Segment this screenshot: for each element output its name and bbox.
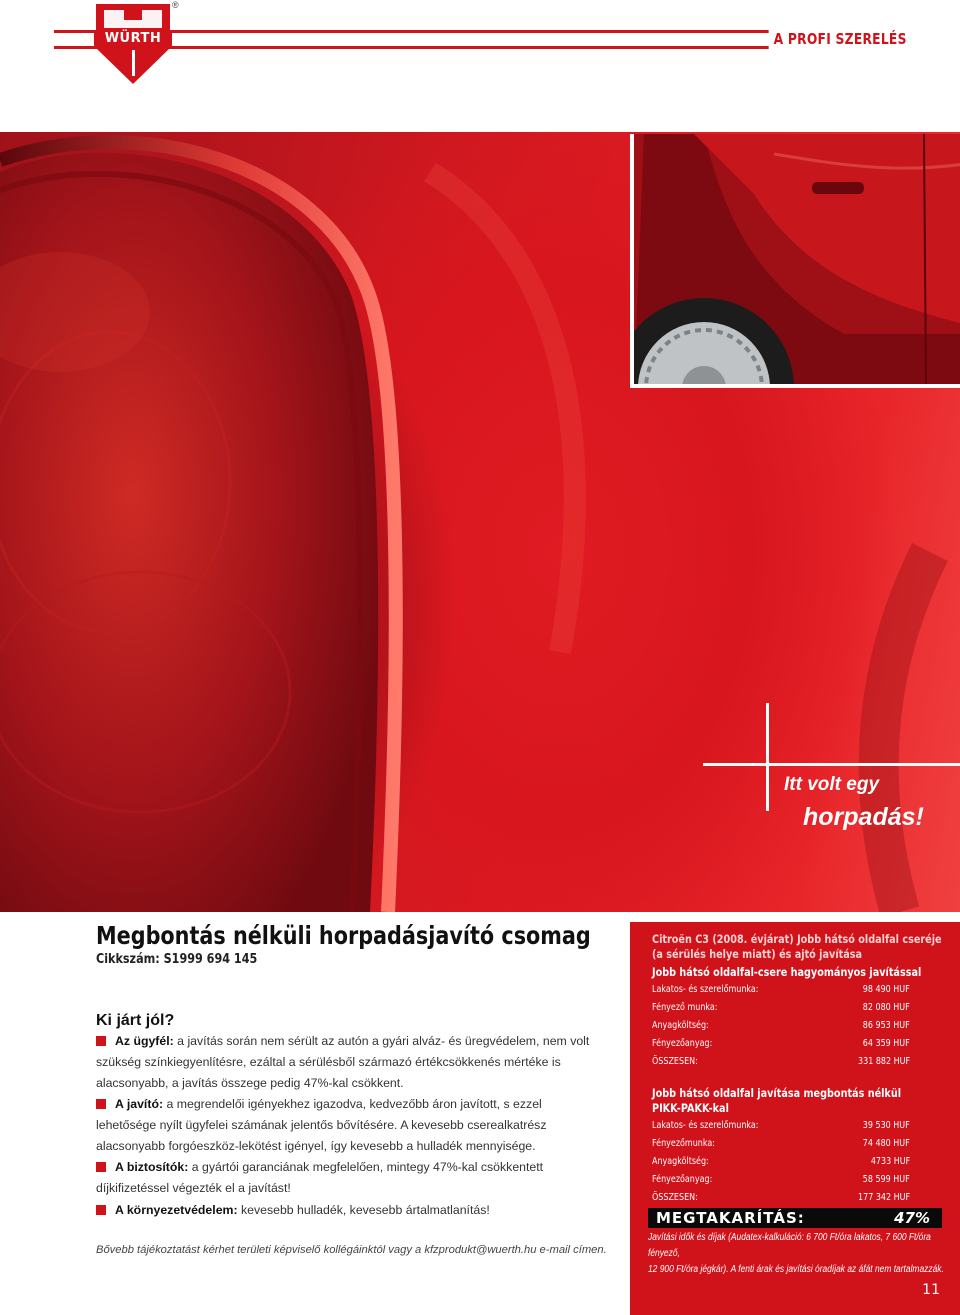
row-value: 64 359 HUF (862, 1038, 910, 1049)
row-value: 98 490 HUF (862, 984, 910, 995)
bullet-lead: Az ügyfél: (115, 1034, 174, 1048)
brand-wordmark: WÜRTH (104, 31, 162, 46)
section2-row (652, 1156, 910, 1174)
section1-title: Jobb hátsó oldalfal-csere hagyományos javítással (652, 965, 922, 979)
section2-title-line2: PIKK-PAKK-kal (652, 1101, 729, 1115)
savings-value: 47% (894, 1209, 930, 1227)
section2-title-line1: Jobb hátsó oldalfal javítása megbontás nélkül (652, 1086, 902, 1100)
bullet-text: kevesebb hulladék, kevesebb ártalmatlanítás! (237, 1203, 490, 1217)
hero-cross-vertical (766, 703, 769, 811)
bullet-insurers (96, 1157, 604, 1199)
pricing-note (648, 1230, 958, 1278)
inset-car-photo (630, 134, 960, 388)
car-side-illustration (634, 134, 960, 388)
section1-row (652, 1020, 910, 1038)
registered-mark: ® (172, 0, 179, 10)
row-value: 39 530 HUF (862, 1120, 910, 1131)
bullet-square-icon (96, 1162, 106, 1172)
section2-row (652, 1120, 910, 1138)
panel-heading-line2: (a sérülés helye miatt) és ajtó javítása (652, 947, 863, 961)
bullet-text: a megrendelői igényekhez igazodva, kedvezőbb áron javított, s ezzel lehetősége nyílt ügyfelei számának jelentős bővítésére. A kevesebb cserealkatrész alacsonyabb forgóeszköz-lekötést igényel, így kevesebb a hulladék mennyisége. (96, 1097, 547, 1153)
panel-heading-line1: Citroën C3 (2008. évjárat) Jobb hátsó oldalfal cseréje (652, 932, 942, 946)
bullet-lead: A javító: (115, 1097, 164, 1111)
savings-label: MEGTAKARÍTÁS: (656, 1209, 805, 1227)
bullet-square-icon (96, 1099, 106, 1109)
article-subheading: Ki járt jól? (96, 1012, 175, 1029)
pricing-note-line1: Javítási idők és díjak (Audatex-kalkuláció: 6 700 Ft/óra lakatos, 7 600 Ft/óra fényező, (648, 1232, 931, 1259)
row-label: Anyagköltség: (652, 1020, 709, 1031)
row-value: 58 599 HUF (862, 1174, 910, 1185)
bullet-text: a javítás során nem sérült az autón a gyári alváz- és üregvédelem, nem volt szükség színkiegyenlítésre, ezáltal a sérülésből származó értékcsökkenés mértéke is alacsonyabb, a javítás összege pedig 47%-kal csökkent. (96, 1034, 590, 1090)
section1-total-row (652, 1056, 910, 1074)
hero-caption-line1: Itt volt egy (784, 774, 880, 795)
article-title: Megbontás nélküli horpadásjavító csomag (96, 921, 591, 950)
row-value: 82 080 HUF (862, 1002, 910, 1013)
bullet-square-icon (96, 1036, 106, 1046)
bullet-customer (96, 1031, 604, 1094)
section1-row (652, 1002, 910, 1020)
row-label: ÖSSZESEN: (652, 1056, 698, 1067)
row-value: 4733 HUF (870, 1156, 910, 1167)
row-label: Lakatos- és szerelőmunka: (652, 984, 759, 995)
pricing-note-line2: 12 900 Ft/óra jégkár). A fenti árak és javítási óradíjak az áfát nem tartalmazzák. (648, 1264, 944, 1275)
row-value: 86 953 HUF (862, 1020, 910, 1031)
bullet-square-icon (96, 1205, 106, 1215)
row-label: Fényező munka: (652, 1002, 718, 1013)
row-label: ÖSSZESEN: (652, 1192, 698, 1203)
section2-row (652, 1174, 910, 1192)
row-label: Fényezőanyag: (652, 1174, 713, 1185)
article-footer-note: Bővebb tájékoztatást kérhet területi képviselő kollégáinktól vagy a kfzprodukt@wuerth.hu e-mail címen. (96, 1244, 607, 1256)
row-value: 177 342 HUF (857, 1192, 910, 1203)
row-label: Lakatos- és szerelőmunka: (652, 1120, 759, 1131)
row-value: 74 480 HUF (862, 1138, 910, 1149)
savings-bar (648, 1208, 942, 1228)
hero-cross-horizontal (703, 763, 960, 766)
cost-comparison-panel (630, 922, 960, 1315)
hero-caption-line2: horpadás! (803, 803, 924, 831)
row-label: Fényezőmunka: (652, 1138, 715, 1149)
product-code: Cikkszám: S1999 694 145 (96, 952, 258, 967)
bullet-repairer (96, 1094, 604, 1157)
bullet-lead: A környezetvédelem: (115, 1203, 238, 1217)
section-title: A PROFI SZERELÉS (768, 30, 908, 49)
bullet-text: a gyártói garanciának megfelelően, mintegy 47%-kal csökkentett díjkifizetéssel végezték el a javítást! (96, 1160, 544, 1195)
row-value: 331 882 HUF (857, 1056, 910, 1067)
row-label: Anyagköltség: (652, 1156, 709, 1167)
page-number: 11 (922, 1282, 940, 1298)
section1-row (652, 984, 910, 1002)
page-header (0, 0, 960, 90)
section2-row (652, 1138, 910, 1156)
section1-row (652, 1038, 910, 1056)
row-label: Fényezőanyag: (652, 1038, 713, 1049)
bullet-lead: A biztosítók: (115, 1160, 189, 1174)
bullet-environment (96, 1200, 604, 1221)
